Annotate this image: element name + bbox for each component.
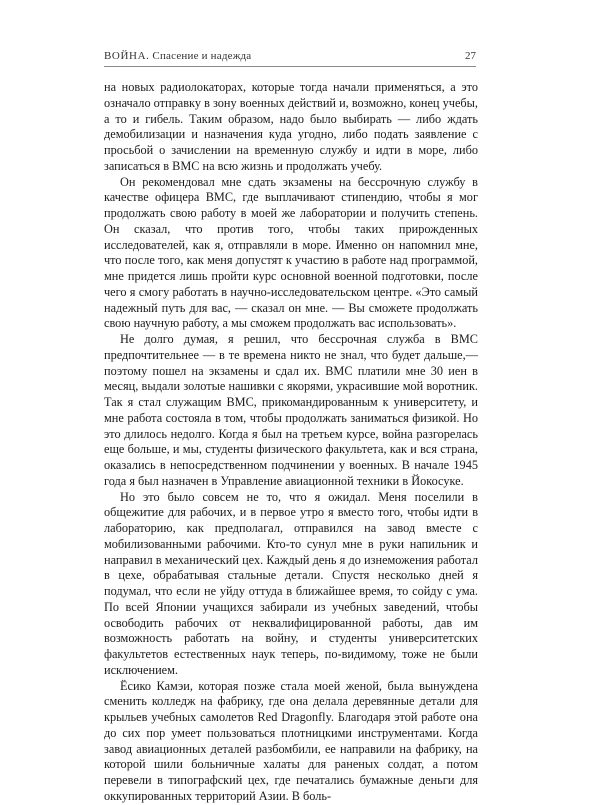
paragraph-4: Но это было совсем не то, что я ожидал. Меня поселили в общежитие для рабочих, и в первое утро я вместо того, чтобы идти в лабораторию, как предполагал, отправился на завод вместе с мобилизованными рабочими. Кто-то сунул мне в руки напильник и направил в механический цех. Каждый день я до изнеможения работал в цехе, обрабатывая стальные детали. Спустя несколько дней я подумал, что если не уйду оттуда в ближайшее время, то сойду с ума. По всей Японии учащихся забирали из учебных заведений, чтобы освободить рабочих от неквалифицированной работы, дав им возможность работать на войну, и студенты университетских факультетов естественных наук теперь, по-видимому, тоже не были исключением. — [104, 489, 478, 677]
paragraph-1: на новых радиолокаторах, которые тогда начали применяться, а это означало отправку в зону военных действий и, возможно, конец учебы, а то и гибель. Таким образом, надо было выбирать — либо ждать демобилизации и назначения куда угодно, либо подать заявление с просьбой о зачислении на временную службу и идти в море, либо записаться в ВМС на всю жизнь и продолжать учебу. — [104, 80, 478, 173]
header-divider — [104, 66, 476, 67]
chapter-subtitle: Спасение и надежда — [149, 50, 252, 62]
paragraph-5: Ёсико Камэи, которая позже стала моей женой, была вынуждена сменить колледж на фабрику, где она делала деревянные детали для крыльев учебных самолетов Red Dragonfly. Благодаря этой работе она до сих пор умеет пользоваться плотницкими инструментами. Когда завод авиационных деталей разбомбили, ее направили на фабрику, на которой шили больничные халаты для раненых солдат, а потом перевели в типографский цех, где печатались бумажные деньги для оккупированных территорий Азии. В боль- — [104, 678, 478, 803]
running-header — [104, 50, 476, 62]
page-number: 27 — [465, 50, 476, 62]
body-text — [104, 80, 478, 805]
paragraph-2: Он рекомендовал мне сдать экзамены на бессрочную службу в качестве офицера ВМС, где выплачивают стипендию, чтобы я мог продолжать свою работу в моей же лаборатории и получить степень. Он сказал, что против того, чтобы таких прирожденных исследователей, как я, отправляли в море. Именно он напомнил мне, что после того, как меня допустят к участию в работе над программой, мне придется лишь пройти курс основной военной подготовки, после чего я смогу работать в научно-исследовательском центре. «Это самый надежный путь для вас, — сказал он мне. — Вы сможете продолжать свою научную работу, а мы сможем продолжать вас использовать». — [104, 174, 478, 331]
chapter-title: ВОЙНА. — [104, 50, 150, 62]
paragraph-3: Не долго думая, я решил, что бессрочная служба в ВМС предпочтительнее — в те времена никто не знал, что будет дальше,— поэтому пошел на экзамены и сдал их. ВМС платили мне 30 иен в месяц, выдали золотые нашивки с якорями, украсившие мой воротник. Так я стал служащим ВМС, прикомандированным к университету, и мне работа состояла в том, чтобы продолжать заниматься физикой. Но это длилось недолго. Когда я был на третьем курсе, война разгорелась еще больше, и мы, студенты физического факультета, как и вся страна, оказались в непосредственном подчинении у военных. В начале 1945 года я был назначен в Управление авиационной техники в Йокосуке. — [104, 332, 478, 488]
running-title — [104, 50, 251, 62]
